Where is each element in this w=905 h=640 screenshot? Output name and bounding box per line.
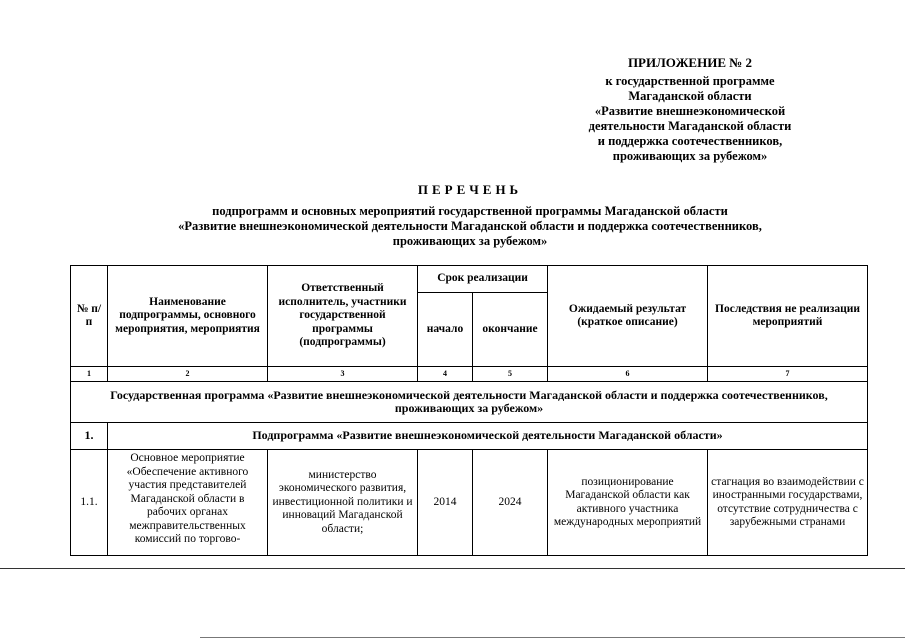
column-number: 6 xyxy=(548,367,708,382)
appendix-line: к государственной программе xyxy=(605,74,775,88)
header-name: Наименование подпрограммы, основного мероприятия, мероприятия xyxy=(108,266,268,367)
column-number: 7 xyxy=(708,367,868,382)
column-number: 3 xyxy=(268,367,418,382)
subprogram-row xyxy=(71,423,868,450)
row-executor: министерство экономического развития, инвестиционной политики и инноваций Магаданской области; xyxy=(272,468,413,535)
appendix-line: «Развитие внешнеэкономической xyxy=(594,104,786,118)
program-row xyxy=(71,382,868,423)
title-line: подпрограмм и основных мероприятий государственной программы Магаданской области xyxy=(212,204,728,218)
column-number: 4 xyxy=(418,367,473,382)
row-end: 2024 xyxy=(473,450,548,556)
row-consequences: стагнация во взаимодействии с иностранными государствами, отсутствие сотрудничества с зарубежными странами xyxy=(711,475,864,528)
header-period: Срок реализации xyxy=(418,266,548,293)
row-num: 1.1. xyxy=(71,450,108,556)
column-number: 1 xyxy=(71,367,108,382)
appendix-line: деятельности Магаданской области xyxy=(588,119,792,133)
column-number: 5 xyxy=(473,367,548,382)
header-executor: Ответственный исполнитель, участники государственной программы (подпрограммы) xyxy=(268,266,418,367)
page-crop-line xyxy=(0,568,905,569)
page-edge-line xyxy=(200,637,905,638)
subprogram-title: Подпрограмма «Развитие внешнеэкономической деятельности Магаданской области» xyxy=(108,423,868,450)
appendix-line: и поддержка соотечественников, xyxy=(597,134,783,148)
header-start: начало xyxy=(418,293,473,367)
column-number: 2 xyxy=(108,367,268,382)
header-num: № п/п xyxy=(71,266,108,367)
document-title xyxy=(100,182,840,249)
column-number-row xyxy=(71,367,868,382)
title-word: ПЕРЕЧЕНЬ xyxy=(417,182,523,197)
appendix-heading: ПРИЛОЖЕНИЕ № 2 xyxy=(627,55,753,70)
title-line: проживающих за рубежом» xyxy=(392,234,548,248)
row-result: позиционирование Магаданской области как активного участника международных мероприятий xyxy=(553,475,702,528)
header-result: Ожидаемый результат (краткое описание) xyxy=(548,266,708,367)
measures-table xyxy=(70,265,868,556)
header-consequences: Последствия не реализации мероприятий xyxy=(708,266,868,367)
program-title: Государственная программа «Развитие внешнеэкономической деятельности Магаданской области и поддержка соотечественников, проживающих за рубежом» xyxy=(71,382,868,423)
appendix-line: проживающих за рубежом» xyxy=(612,149,768,163)
subprogram-num: 1. xyxy=(71,423,108,450)
appendix-line: Магаданской области xyxy=(628,89,752,103)
table-row xyxy=(71,450,868,556)
title-line: «Развитие внешнеэкономической деятельности Магаданской области и поддержка соотечественников, xyxy=(178,219,762,233)
appendix-block xyxy=(560,55,820,164)
row-name: Основное мероприятие «Обеспечение активного участия представителей Магаданской области в рабочих органах межправительственных комиссий по торгово- xyxy=(126,452,249,545)
header-end: окончание xyxy=(473,293,548,367)
row-start: 2014 xyxy=(418,450,473,556)
